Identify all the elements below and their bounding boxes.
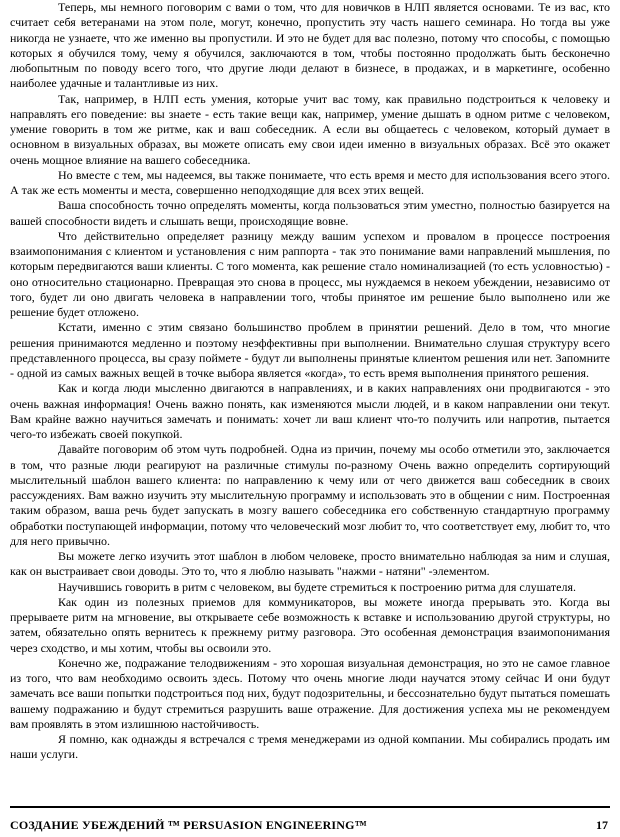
paragraph-12: Конечно же, подражание телодвижениям - это хорошая визуальная демонстрация, но это не самое главное из того, что вам необходимо освоить здесь. Потому что очень многие люди научатся этому сейчас И они будут замечать все ваши попытки подстроиться под них, будут подозрительны, и бессознательно будут пытаться помешать вашему подражанию и будут стремиться разрушить ваше отражение. Для достижения успеха мы не рекомендуем вам проявлять в этом излишнюю настойчивость. [10, 655, 610, 731]
footer-title: СОЗДАНИЕ УБЕЖДЕНИЙ ™ PERSUASION ENGINEERING™ [10, 818, 367, 832]
paragraph-4: Ваша способность точно определять моменты, когда пользоваться этим уместно, полностью базируется на вашей способности видеть и слышать вещи, происходящие вовне. [10, 198, 610, 228]
paragraph-9: Вы можете легко изучить этот шаблон в любом человеке, просто внимательно наблюдая за ним и слушая, как он выстраивает свои доводы. Это то, что я люблю называть "нажми - натяни" -элементом. [10, 549, 610, 579]
paragraph-8: Давайте поговорим об этом чуть подробней. Одна из причин, почему мы особо отметили это, заключается в том, что разные люди реагируют на различные стимулы по-разному Очень важно определить сортирующий мыслительный шаблон вашего клиента: по направлению к чему или от чего движется ваш собеседник в своих рассуждениях. Вам важно изучить эту мыслительную программу и использовать это в общении с ним. Построенная таким образом, ваша речь будет запускать в мозгу вашего собеседника его собственную стандартную программу обработки поступающей информации, потому что человеческий мозг любит то, что соответствует ему, любит то, что для него привычно. [10, 442, 610, 548]
paragraph-6: Кстати, именно с этим связано большинство проблем в принятии решений. Дело в том, что многие решения принимаются медленно и поэтому неэффективны при выполнении. Внимательно слушая структуру всего представленного процесса, вы сразу поймете - будут ли выполнены принятые клиентом решения или нет. Запомните - одной из самых важных вещей в точке выбора является «когда», то есть время выполнения принятого решения. [10, 320, 610, 380]
paragraph-11: Как один из полезных приемов для коммуникаторов, вы можете иногда прерывать это. Когда вы прерываете ритм на мгновение, вы открываете себе возможность к вставке и использованию другой структуры, но затем, обязательно опять вернитесь к прежнему ритму разговора. Это особенная демонстрация взаимопонимания через сходство, и мы хотим, чтобы вы освоили это. [10, 594, 610, 655]
paragraph-3: Но вместе с тем, мы надеемся, вы также понимаете, что есть время и место для использования всего этого. А так же есть моменты и места, совершенно неподходящие для всех этих вещей. [10, 167, 610, 197]
paragraph-2: Так, например, в НЛП есть умения, которые учит вас тому, как правильно подстроиться к человеку и направлять его поведение: вы знаете - есть такие вещи как, например, умение дышать в одном ритме с человеком, умение говорить в том же ритме, как и ваш собеседник. А если вы общаетесь с человеком, который думает в основном в визуальных образах, вы можете описать ему свои идеи именно в визуальных образах. Всё это окажет очень мощное влияние на вашего собеседника. [10, 91, 610, 167]
paragraph-7: Как и когда люди мысленно двигаются в направлениях, и в каких направлениях они продвигаются - это очень важная информация! Очень важно понять, как изменяются мысли людей, и в каком направлении они текут. Вам крайне важно научиться замечать и понимать: хочет ли ваш клиент что-то получить или напротив, пытается чего-то избежать своей покупкой. [10, 381, 610, 441]
body-text [10, 0, 610, 763]
paragraph-10: Научившись говорить в ритм с человеком, вы будете стремиться к построению ритма для слушателя. [58, 579, 576, 594]
page-number: 17 [596, 818, 608, 832]
paragraph-5: Что действительно определяет разницу между вашим успехом и провалом в процессе построения взаимопонимания с клиентом и установления с ним раппорта - так это понимание вами направлений мышления, по которым передвигаются ваши клиенты. С того момента, как решение стало номинализацией (то есть условностью) - оно относительно стационарно. Превращая это снова в процесс, мы нуждаемся в некоем убеждении, независимо от того, будет ли оно двигать человека в направлении того, чтобы принятое им решение было выполнено или же решение будет отложено. [10, 228, 610, 319]
page-footer [10, 806, 610, 837]
paragraph-13: Я помню, как однажды я встречался с тремя менеджерами из одной компании. Мы собирались продать им наши услуги. [10, 732, 610, 762]
paragraph-1: Теперь, мы немного поговорим с вами о том, что для новичков в НЛП является основами. Те из вас, кто считает себя ветеранами на этом поле, могут, конечно, пропустить эту часть нашего семинара. Но тогда вы уже никогда не узнаете, что же именно вы пропустили. И это не будет для вас полезно, потому что способы, с помощью которых я обучился тому, чему я обучился, заключаются в том, чтобы постоянно продолжать быть бесконечно любопытным по поводу всего того, что другие люди делают в бизнесе, в продажах, и в маркетинге, особенно наиболее удачные и талантливые из них. [10, 0, 610, 91]
